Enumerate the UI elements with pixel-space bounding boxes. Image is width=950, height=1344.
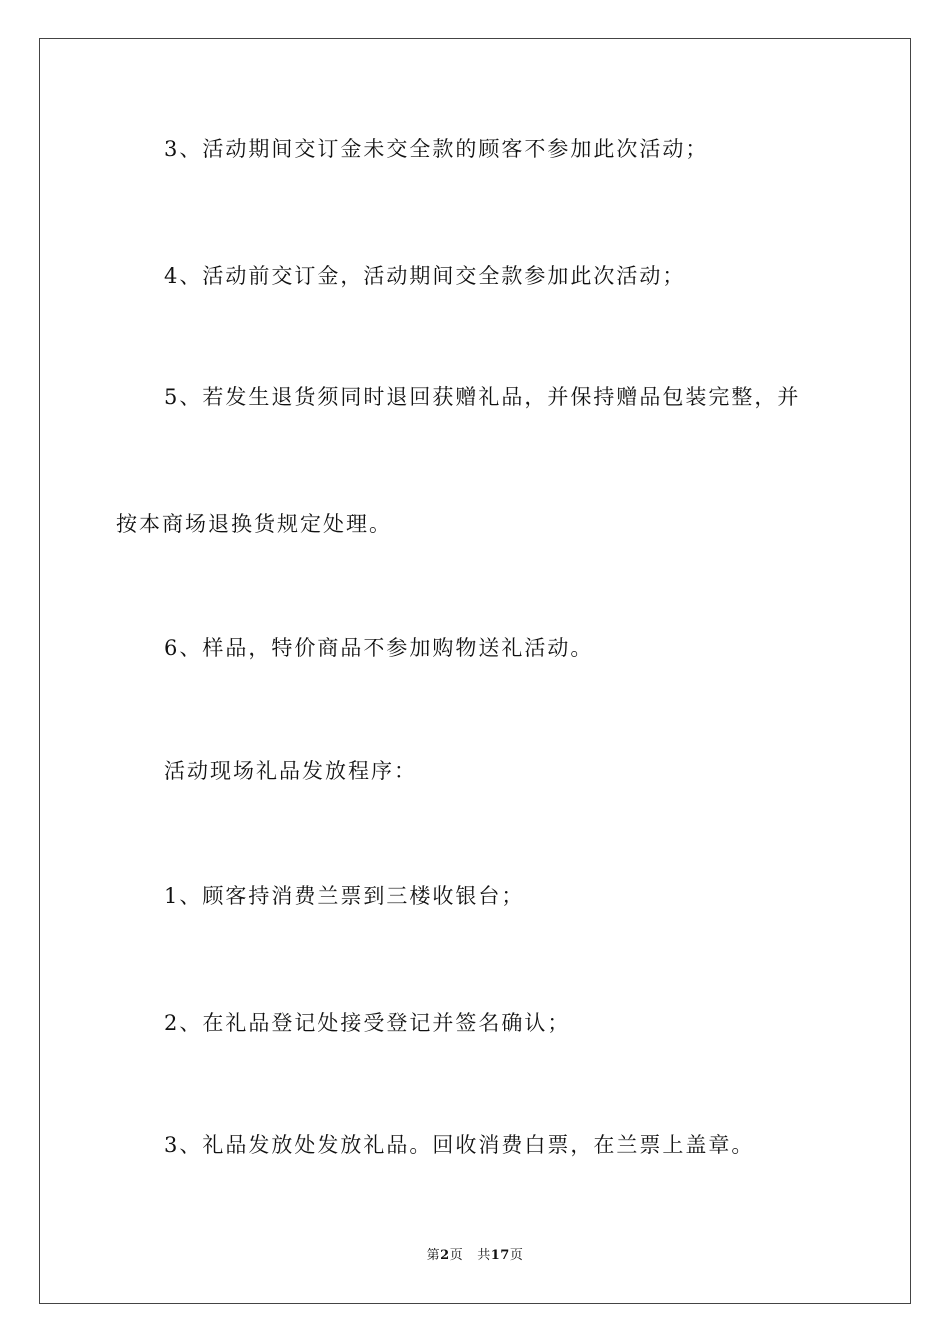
procedure-step-3: 3、礼品发放处发放礼品。回收消费白票，在兰票上盖章。 (164, 1133, 755, 1157)
paragraph-rule-6: 6、样品，特价商品不参加购物送礼活动。 (164, 636, 594, 660)
total-label-prefix: 共 (477, 1248, 491, 1263)
procedure-step-2: 2、在礼品登记处接受登记并签名确认； (164, 1011, 571, 1035)
paragraph-rule-5: 5、若发生退货须同时退回获赠礼品，并保持赠品包装完整，并 (164, 385, 801, 409)
total-pages: 17 (490, 1248, 510, 1263)
page-label-prefix: 第 (426, 1248, 441, 1263)
page-border (39, 38, 911, 1304)
total-label-suffix: 页 (509, 1248, 524, 1263)
paragraph-rule-5-continued: 按本商场退换货规定处理。 (116, 512, 392, 536)
section-heading-gift-procedure: 活动现场礼品发放程序： (164, 759, 417, 783)
page-label-suffix: 页 (449, 1248, 464, 1263)
paragraph-rule-3: 3、活动期间交订金未交全款的顾客不参加此次活动； (164, 137, 709, 161)
page-number: 2 (440, 1248, 450, 1263)
procedure-step-1: 1、顾客持消费兰票到三楼收银台； (164, 884, 525, 908)
page-footer (0, 1246, 950, 1266)
paragraph-rule-4: 4、活动前交订金，活动期间交全款参加此次活动； (164, 264, 686, 288)
